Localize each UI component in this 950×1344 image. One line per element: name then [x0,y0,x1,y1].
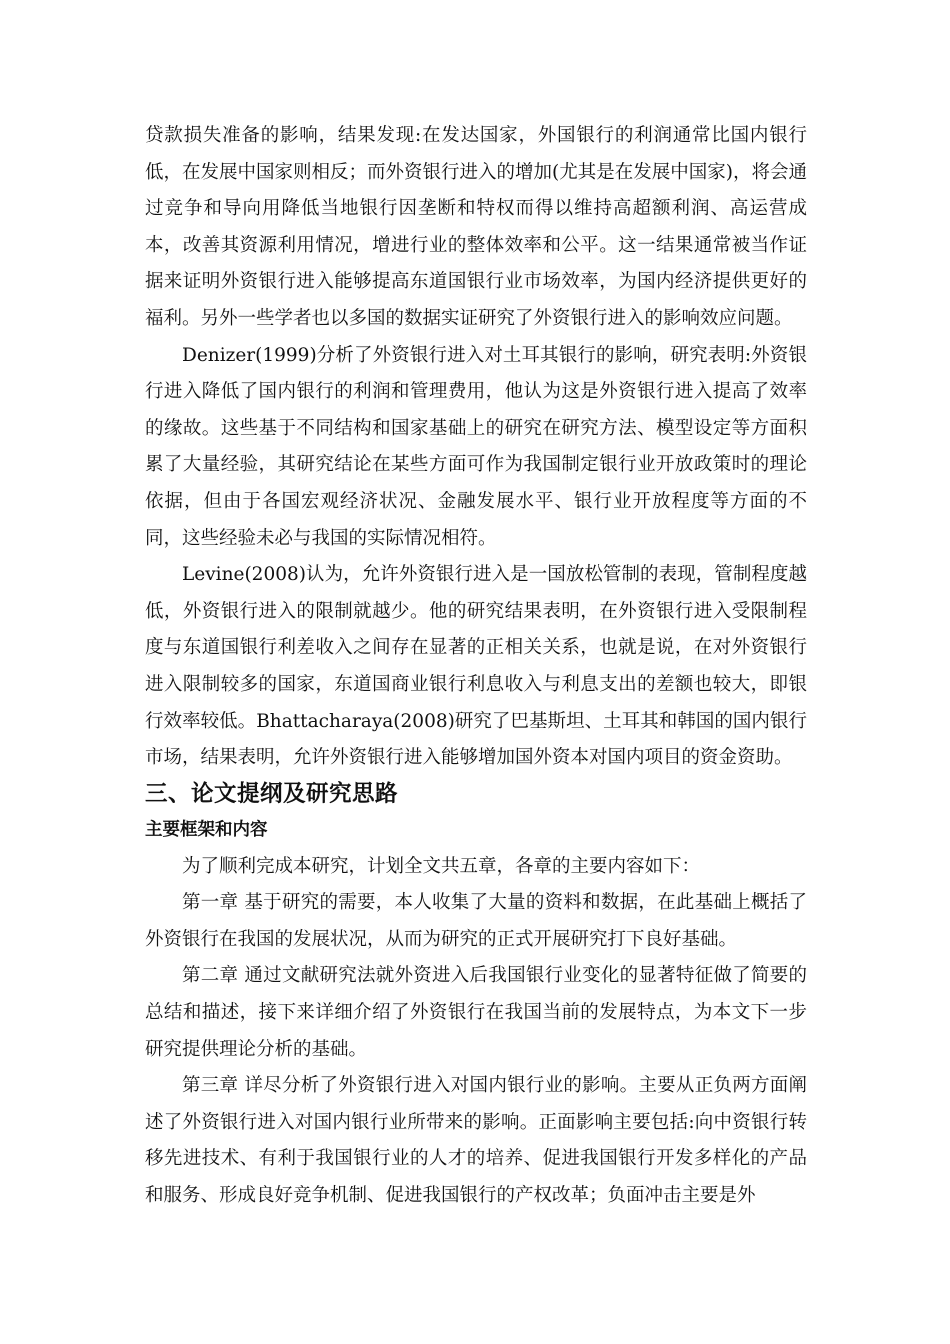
document-body [145,118,807,1215]
paragraph-chapter-3: 第三章 详尽分析了外资银行进入对国内银行业的影响。主要从正负两方面阐述了外资银行进入对国内银行业所带来的影响。正面影响主要包括:向中资银行转移先进技术、有利于我国银行业的人才的培养、促进我国银行开发多样化的产品和服务、形成良好竞争机制、促进我国银行的产权改革；负面冲击主要是外 [145,1075,807,1207]
paragraph-levine: Levine(2008)认为，允许外资银行进入是一国放松管制的表现，管制程度越低，外资银行进入的限制就越少。他的研究结果表明，在外资银行进入受限制程度与东道国银行利差收入之间存在显著的正相关关系，也就是说，在对外资银行进入限制较多的国家，东道国商业银行利息收入与利息支出的差额也较大，即银行效率较低。Bhattacharaya(2008)研究了巴基斯坦、土耳其和韩国的国内银行市场，结果表明，允许外资银行进入能够增加国外资本对国内项目的资金资助。 [145,564,807,769]
section-heading: 三、论文提纲及研究思路 [145,780,399,807]
paragraph-chapter-2: 第二章 通过文献研究法就外资进入后我国银行业变化的显著特征做了简要的总结和描述，接下来详细介绍了外资银行在我国当前的发展特点，为本文下一步研究提供理论分析的基础。 [145,965,807,1060]
subheading: 主要框架和内容 [145,819,268,840]
paragraph-continued: 贷款损失准备的影响，结果发现:在发达国家，外国银行的利润通常比国内银行低，在发展中国家则相反；而外资银行进入的增加(尤其是在发展中国家)，将会通过竞争和导向用降低当地银行因垄断和特权而得以维持高超额利润、高运营成本，改善其资源利用情况，增进行业的整体效率和公平。这一结果通常被当作证据来证明外资银行进入能够提高东道国银行业市场效率，为国内经济提供更好的福利。另外一些学者也以多国的数据实证研究了外资银行进入的影响效应问题。 [145,125,807,329]
paragraph-chapter-1: 第一章 基于研究的需要，本人收集了大量的资料和数据，在此基础上概括了外资银行在我国的发展状况，从而为研究的正式开展研究打下良好基础。 [145,892,807,950]
paragraph-denizer: Denizer(1999)分析了外资银行进入对土耳其银行的影响，研究表明:外资银行进入降低了国内银行的利润和管理费用，他认为这是外资银行进入提高了效率的缘故。这些基于不同结构和国家基础上的研究在研究方法、模型设定等方面积累了大量经验，其研究结论在某些方面可作为我国制定银行业开放政策时的理论依据，但由于各国宏观经济状况、金融发展水平、银行业开放程度等方面的不同，这些经验未必与我国的实际情况相符。 [145,344,807,549]
paragraph-intro: 为了顺利完成本研究，计划全文共五章，各章的主要内容如下： [182,855,701,877]
